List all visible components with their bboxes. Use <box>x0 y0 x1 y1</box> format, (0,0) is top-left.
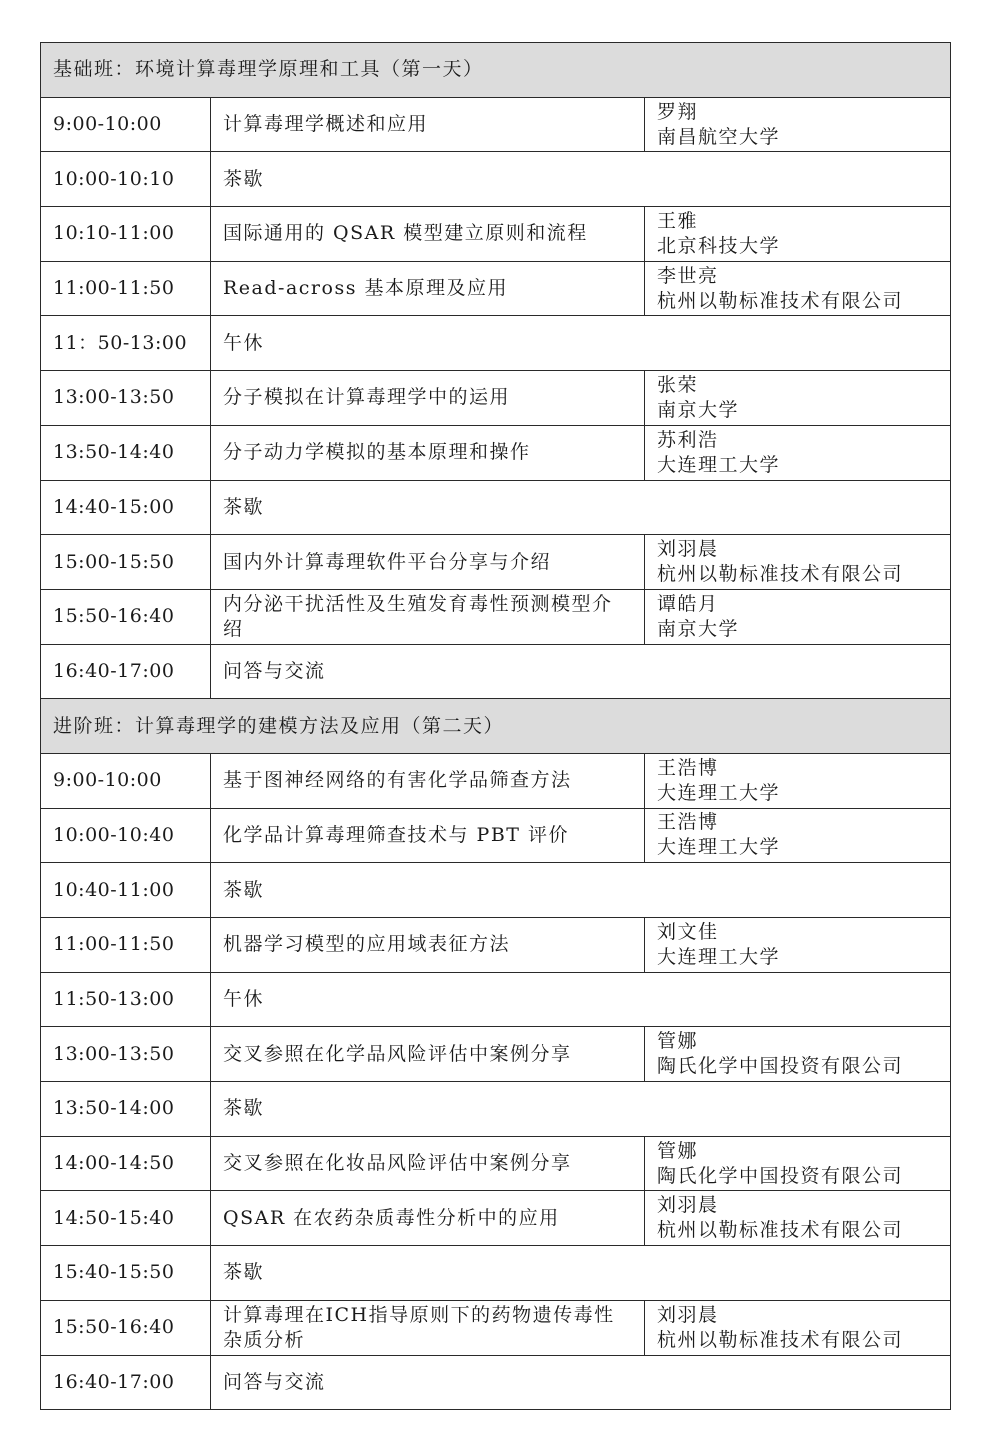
schedule-row <box>41 589 951 644</box>
speaker-name: 刘羽晨 <box>657 1194 719 1217</box>
speaker-name: 刘羽晨 <box>657 538 719 561</box>
break-cell: 茶歇 <box>211 480 951 535</box>
schedule-row <box>41 863 951 918</box>
time-cell: 10:10-11:00 <box>41 207 211 262</box>
time-cell: 13:50-14:40 <box>41 425 211 480</box>
speaker-cell <box>645 918 951 973</box>
schedule-row <box>41 207 951 262</box>
speaker-org: 杭州以勒标准技术有限公司 <box>657 563 904 586</box>
time-cell: 15:50-16:40 <box>41 1300 211 1355</box>
schedule-row <box>41 1246 951 1301</box>
break-cell: 茶歇 <box>211 1082 951 1137</box>
time-cell: 9:00-10:00 <box>41 97 211 152</box>
schedule-row <box>41 97 951 152</box>
time-cell: 13:50-14:00 <box>41 1082 211 1137</box>
time-cell: 16:40-17:00 <box>41 644 211 699</box>
speaker-name: 王浩博 <box>657 811 719 834</box>
time-cell: 13:00-13:50 <box>41 371 211 426</box>
speaker-org: 南京大学 <box>657 617 740 640</box>
topic-cell: 计算毒理在ICH指导原则下的药物遗传毒性杂质分析 <box>211 1300 645 1355</box>
speaker-org: 大连理工大学 <box>657 781 781 804</box>
speaker-cell <box>645 1136 951 1191</box>
speaker-name: 管娜 <box>657 1139 699 1162</box>
section-title: 基础班：环境计算毒理学原理和工具（第一天） <box>41 43 951 98</box>
speaker-name: 管娜 <box>657 1030 699 1053</box>
speaker-name: 苏利浩 <box>657 428 719 451</box>
topic-cell: 国内外计算毒理软件平台分享与介绍 <box>211 535 645 590</box>
speaker-cell <box>645 97 951 152</box>
topic-cell: 内分泌干扰活性及生殖发育毒性预测模型介绍 <box>211 589 645 644</box>
time-cell: 11:50-13:00 <box>41 972 211 1027</box>
speaker-cell <box>645 425 951 480</box>
break-cell: 茶歇 <box>211 1246 951 1301</box>
topic-cell: 交叉参照在化学品风险评估中案例分享 <box>211 1027 645 1082</box>
time-cell: 15:40-15:50 <box>41 1246 211 1301</box>
speaker-name: 张荣 <box>657 373 699 396</box>
speaker-org: 杭州以勒标准技术有限公司 <box>657 289 904 312</box>
section-header-row <box>41 43 951 98</box>
speaker-cell <box>645 535 951 590</box>
speaker-cell <box>645 1300 951 1355</box>
speaker-org: 杭州以勒标准技术有限公司 <box>657 1219 904 1242</box>
break-cell: 午休 <box>211 316 951 371</box>
speaker-cell <box>645 589 951 644</box>
schedule-row <box>41 808 951 863</box>
topic-cell: 机器学习模型的应用域表征方法 <box>211 918 645 973</box>
break-cell: 茶歇 <box>211 863 951 918</box>
time-cell: 13:00-13:50 <box>41 1027 211 1082</box>
time-cell: 15:50-16:40 <box>41 589 211 644</box>
topic-cell: 国际通用的 QSAR 模型建立原则和流程 <box>211 207 645 262</box>
speaker-cell <box>645 808 951 863</box>
topic-cell: 交叉参照在化妆品风险评估中案例分享 <box>211 1136 645 1191</box>
schedule-row <box>41 918 951 973</box>
time-cell: 10:00-10:40 <box>41 808 211 863</box>
schedule-row <box>41 480 951 535</box>
schedule-row <box>41 753 951 808</box>
topic-cell: 分子动力学模拟的基本原理和操作 <box>211 425 645 480</box>
schedule-row <box>41 261 951 316</box>
speaker-name: 罗翔 <box>657 100 699 123</box>
speaker-name: 王浩博 <box>657 756 719 779</box>
speaker-org: 大连理工大学 <box>657 836 781 859</box>
time-cell: 11：50-13:00 <box>41 316 211 371</box>
break-cell: 问答与交流 <box>211 644 951 699</box>
break-cell: 问答与交流 <box>211 1355 951 1410</box>
speaker-cell <box>645 753 951 808</box>
time-cell: 10:40-11:00 <box>41 863 211 918</box>
schedule-body <box>41 43 951 1410</box>
time-cell: 15:00-15:50 <box>41 535 211 590</box>
schedule-row <box>41 152 951 207</box>
time-cell: 16:40-17:00 <box>41 1355 211 1410</box>
speaker-name: 李世亮 <box>657 264 719 287</box>
schedule-row <box>41 1082 951 1137</box>
time-cell: 14:00-14:50 <box>41 1136 211 1191</box>
schedule-row <box>41 1191 951 1246</box>
time-cell: 11:00-11:50 <box>41 918 211 973</box>
speaker-cell <box>645 371 951 426</box>
schedule-row <box>41 644 951 699</box>
speaker-name: 谭皓月 <box>657 592 719 615</box>
time-cell: 10:00-10:10 <box>41 152 211 207</box>
speaker-cell <box>645 1191 951 1246</box>
schedule-row <box>41 425 951 480</box>
schedule-row <box>41 1027 951 1082</box>
speaker-org: 南京大学 <box>657 398 740 421</box>
topic-cell: 化学品计算毒理筛查技术与 PBT 评价 <box>211 808 645 863</box>
speaker-name: 王雅 <box>657 209 699 232</box>
speaker-org: 北京科技大学 <box>657 234 781 257</box>
schedule-row <box>41 972 951 1027</box>
time-cell: 14:40-15:00 <box>41 480 211 535</box>
topic-cell: QSAR 在农药杂质毒性分析中的应用 <box>211 1191 645 1246</box>
speaker-cell <box>645 207 951 262</box>
section-header-row <box>41 699 951 754</box>
schedule-row <box>41 316 951 371</box>
break-cell: 茶歇 <box>211 152 951 207</box>
speaker-org: 陶氏化学中国投资有限公司 <box>657 1164 904 1187</box>
schedule-row <box>41 371 951 426</box>
speaker-org: 大连理工大学 <box>657 453 781 476</box>
speaker-name: 刘羽晨 <box>657 1303 719 1326</box>
schedule-row <box>41 1300 951 1355</box>
speaker-org: 杭州以勒标准技术有限公司 <box>657 1328 904 1351</box>
time-cell: 9:00-10:00 <box>41 753 211 808</box>
topic-cell: 分子模拟在计算毒理学中的运用 <box>211 371 645 426</box>
topic-cell: Read-across 基本原理及应用 <box>211 261 645 316</box>
schedule-table <box>40 42 951 1410</box>
section-title: 进阶班：计算毒理学的建模方法及应用（第二天） <box>41 699 951 754</box>
topic-cell: 基于图神经网络的有害化学品筛查方法 <box>211 753 645 808</box>
schedule-row <box>41 535 951 590</box>
time-cell: 11:00-11:50 <box>41 261 211 316</box>
speaker-cell <box>645 261 951 316</box>
time-cell: 14:50-15:40 <box>41 1191 211 1246</box>
speaker-org: 南昌航空大学 <box>657 125 781 148</box>
schedule-row <box>41 1355 951 1410</box>
speaker-cell <box>645 1027 951 1082</box>
schedule-row <box>41 1136 951 1191</box>
speaker-name: 刘文佳 <box>657 920 719 943</box>
topic-cell: 计算毒理学概述和应用 <box>211 97 645 152</box>
speaker-org: 大连理工大学 <box>657 945 781 968</box>
break-cell: 午休 <box>211 972 951 1027</box>
speaker-org: 陶氏化学中国投资有限公司 <box>657 1055 904 1078</box>
